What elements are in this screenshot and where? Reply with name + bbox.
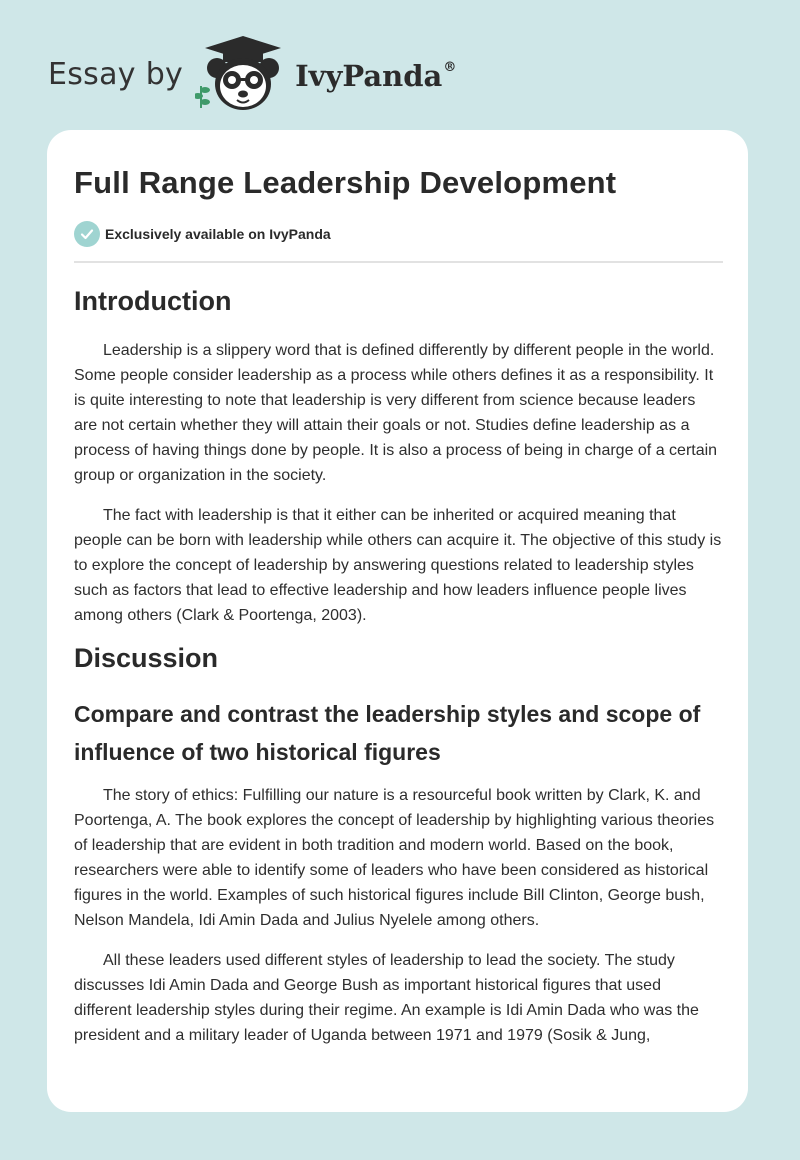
essay-by-label: Essay by <box>48 56 184 92</box>
subsection-heading-compare: Compare and contrast the leadership styles and scope of influence of two historical figures <box>74 701 701 765</box>
paragraph: All these leaders used different styles of leadership to lead the society. The study discusses Idi Amin Dada and George Bush as important historical figures that used different leadership styles during their regime. An example is Idi Amin Dada who was the president and a military leader of Uganda between 1971 and 1979 (Sosik & Jung, <box>74 952 699 1044</box>
section-heading-discussion: Discussion <box>74 643 219 673</box>
article-body <box>74 276 722 1063</box>
article-card <box>47 130 748 1112</box>
paragraph: Leadership is a slippery word that is defined differently by different people in the world. Some people consider leadership as a process while others defines it as a responsibility. It is quite interesting to note that leadership is very different from science because leaders are not certain whether they will attain their goals or not. Studies define leadership as a process of having things done by people. It is also a process of being in charge of a certain group or organization in the society. <box>74 342 718 484</box>
badge-label: Exclusively available on IvyPanda <box>105 226 331 242</box>
page-title: Full Range Leadership Development <box>74 165 617 200</box>
paragraph: The fact with leadership is that it either can be inherited or acquired meaning that people can be born with leadership while others can acquire it. The objective of this study is to explore the concept of leadership by answering questions related to leadership styles such as factors that lead to effective leadership and how leaders influence people lives among others (Clark & Poortenga, 2003). <box>74 507 722 624</box>
panda-graduate-icon[interactable] <box>195 34 291 114</box>
divider <box>74 261 723 263</box>
brand-name[interactable]: IvyPanda® <box>295 59 457 93</box>
paragraph: The story of ethics: Fulfilling our nature is a resourceful book written by Clark, K. and Poortenga, A. The book explores the concept of leadership by highlighting various theories of leadership that are evident in both tradition and modern world. Based on the book, researchers were able to identify some of leaders who have been considered as historical figures in the world. Examples of such historical figures include Bill Clinton, George bush, Nelson Mandela, Idi Amin Dada and Julius Nyelele among others. <box>74 787 715 929</box>
site-header <box>48 34 456 114</box>
exclusive-badge <box>74 221 331 247</box>
section-heading-introduction: Introduction <box>74 286 232 316</box>
check-circle-icon <box>74 221 100 247</box>
registered-mark: ® <box>443 60 457 76</box>
